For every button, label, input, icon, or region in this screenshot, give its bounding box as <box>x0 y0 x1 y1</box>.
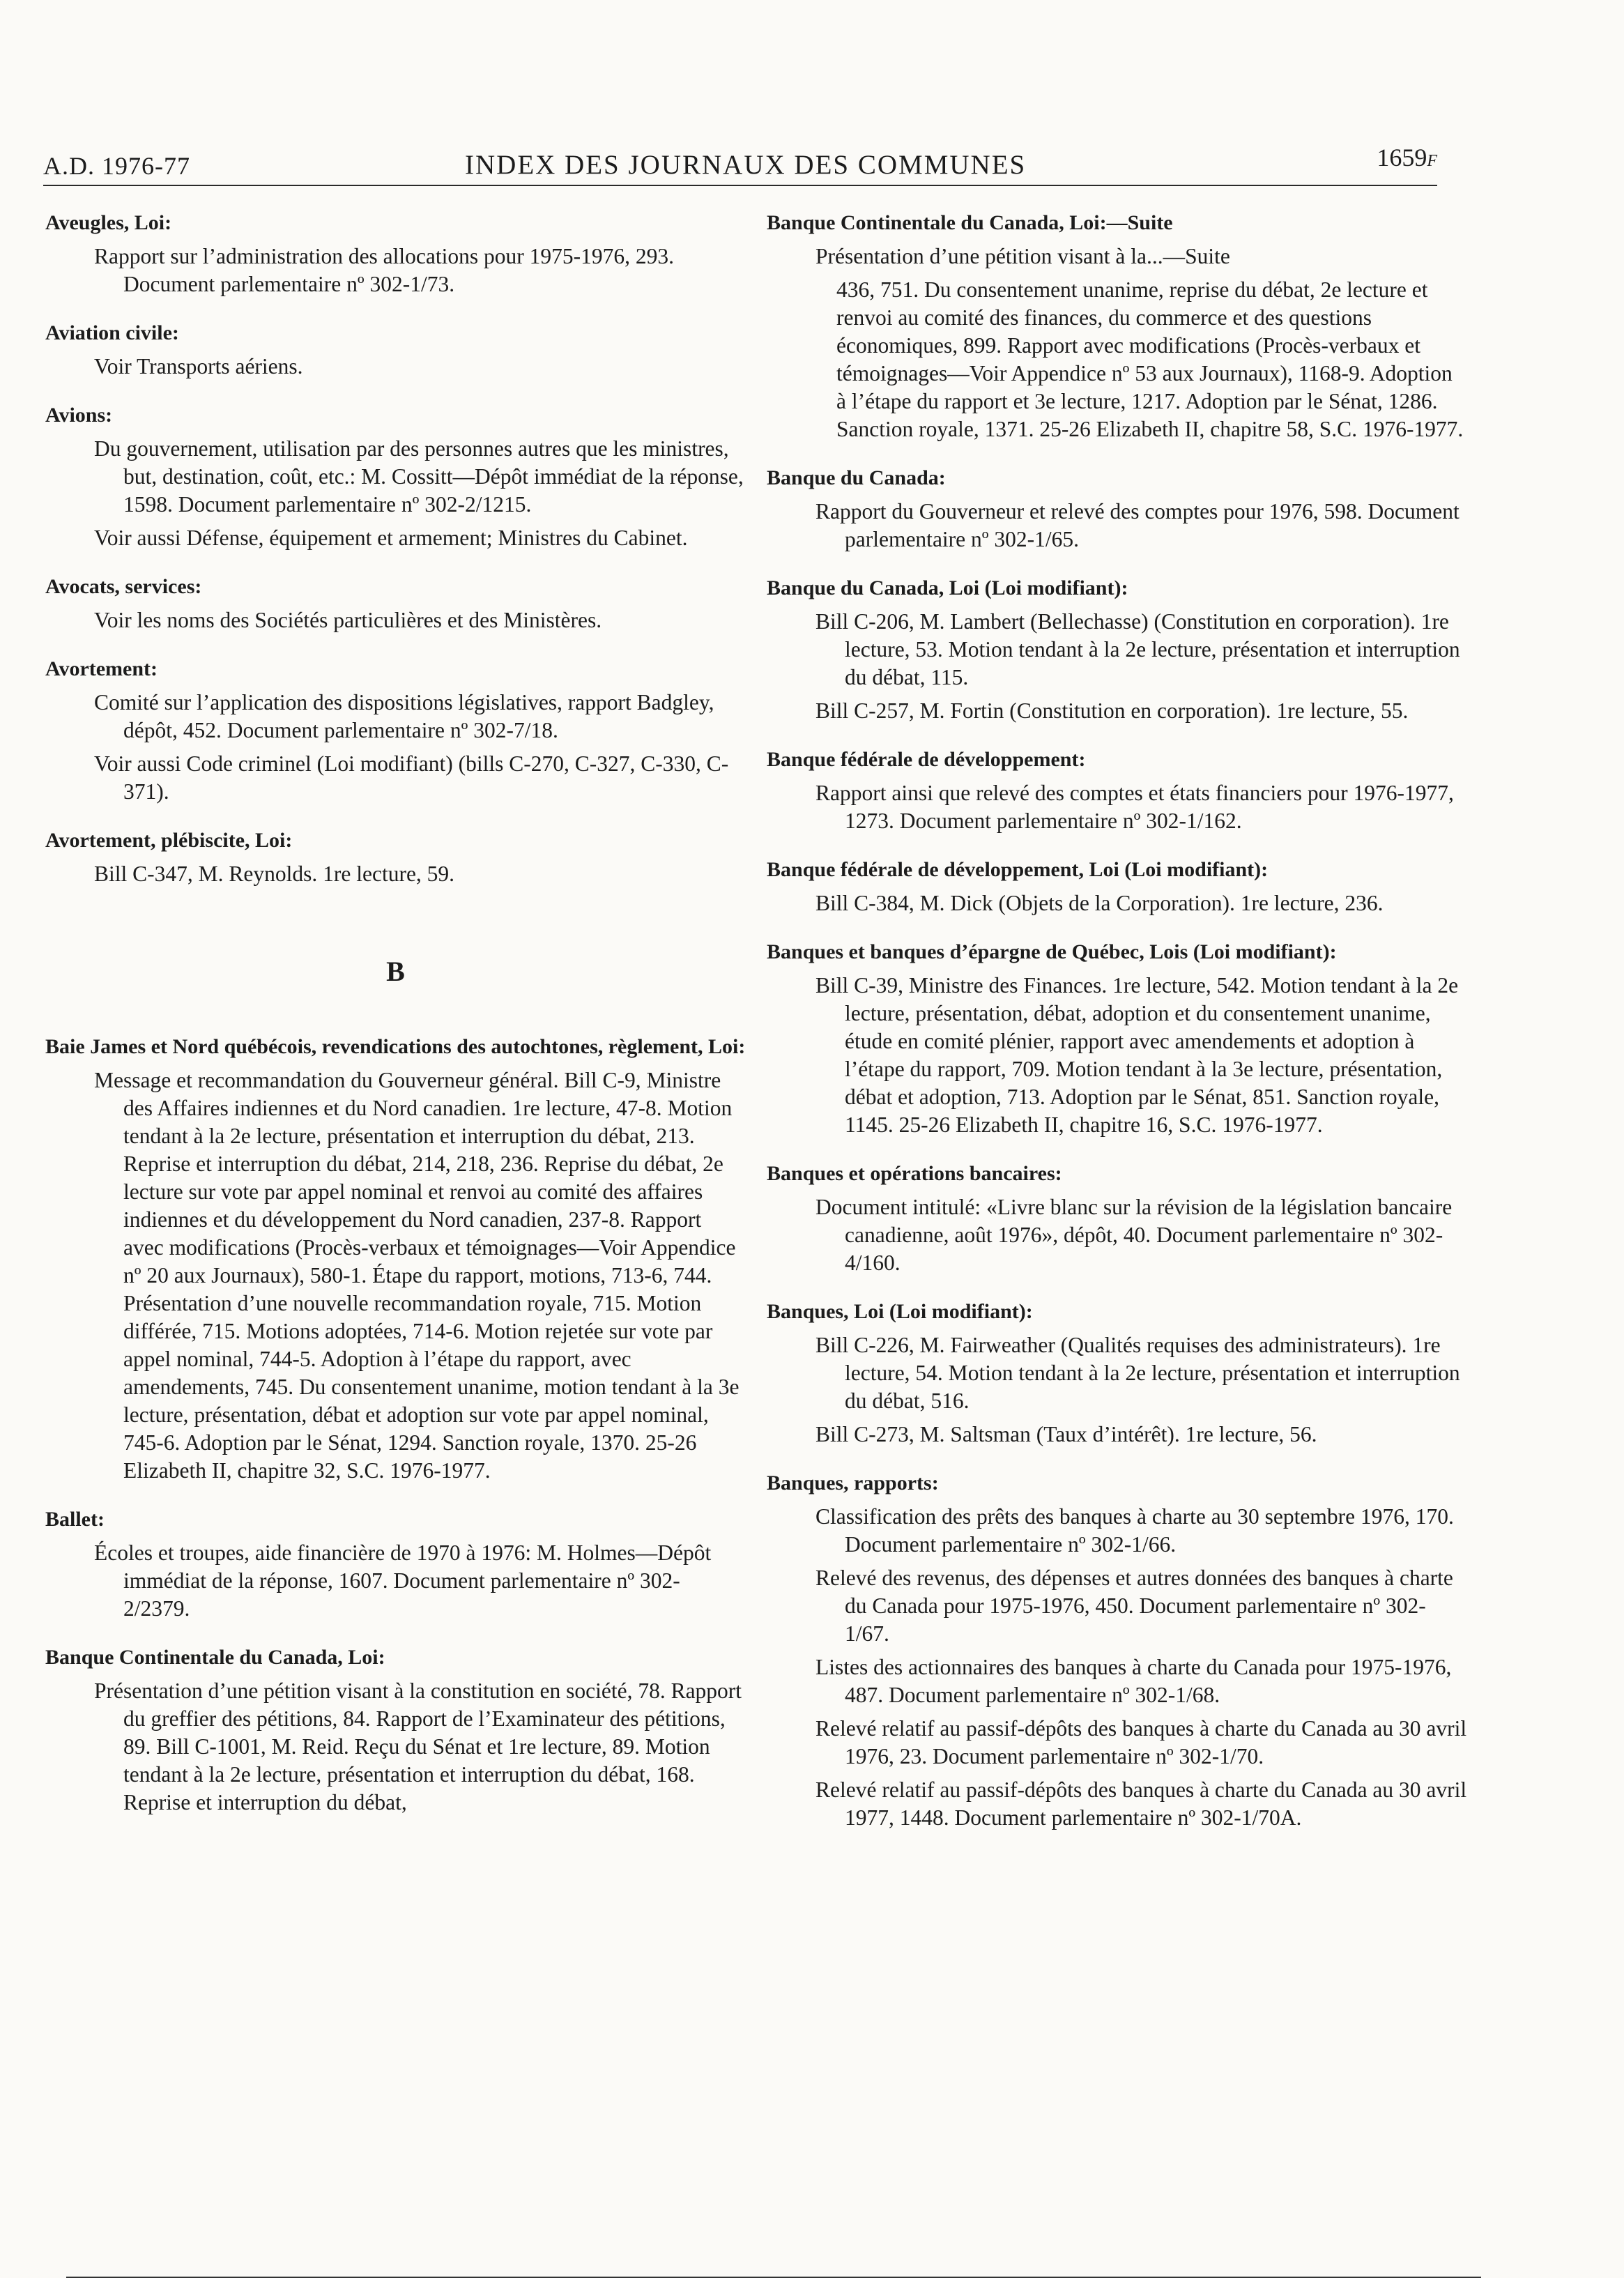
index-entry <box>767 464 1467 553</box>
entry-subentry: Du gouvernement, utilisation par des personnes autres que les ministres, but, destination, coût, etc.: M. Cossitt—Dépôt immédiat de la réponse, 1598. Document parlementaire nº 302-2/1215. <box>94 436 744 517</box>
index-entry <box>45 209 746 298</box>
entry-subentry: Bill C-206, M. Lambert (Bellechasse) (Constitution en corporation). 1re lecture, 53. Motion tendant à la 2e lecture, présentation et interruption du débat, 115. <box>815 609 1460 689</box>
entry-heading: Baie James et Nord québécois, revendications des autochtones, règlement, Loi: <box>45 1035 746 1058</box>
entry-subentry: Listes des actionnaires des banques à charte du Canada pour 1975-1976, 487. Document parlementaire nº 302-1/68. <box>815 1655 1452 1707</box>
entry-subentry: Bill C-384, M. Dick (Objets de la Corporation). 1re lecture, 236. <box>815 891 1384 915</box>
entry-heading: Banque Continentale du Canada, Loi: <box>45 1646 385 1669</box>
index-entry <box>45 573 746 634</box>
entry-subentry: Bill C-39, Ministre des Finances. 1re lecture, 542. Motion tendant à la 2e lecture, présentation, débat, adoption et du consentement unanime, étude en comité plénier, rapport avec amendements et adoption à l’étape du rapport, 709. Motion tendant à la 3e lecture, présentation, débat et adoption, 713. Adoption par le Sénat, 851. Sanction royale, 1145. 25-26 Elizabeth II, chapitre 16, S.C. 1976-1977. <box>815 973 1459 1137</box>
entry-subentry: Voir Transports aériens. <box>94 354 303 379</box>
index-entry <box>767 1469 1467 1832</box>
entry-heading: Avions: <box>45 404 113 427</box>
entry-heading: Avocats, services: <box>45 575 202 598</box>
index-entry <box>767 574 1467 725</box>
entry-subentry: Relevé relatif au passif-dépôts des banques à charte du Canada au 30 avril 1977, 1448. Document parlementaire nº 302-1/70A. <box>815 1778 1467 1830</box>
left-column <box>45 209 746 1837</box>
entry-subentry: Bill C-226, M. Fairweather (Qualités requises des administrateurs). 1re lecture, 54. Motion tendant à la 2e lecture, présentation et interruption du débat, 516. <box>815 1333 1460 1413</box>
index-entry <box>45 827 746 888</box>
entry-subentry: Comité sur l’application des dispositions législatives, rapport Badgley, dépôt, 452. Document parlementaire nº 302-7/18. <box>94 690 714 742</box>
entry-subentry: Voir aussi Code criminel (Loi modifiant) (bills C-270, C-327, C-330, C-371). <box>94 751 729 804</box>
entry-subentry: Rapport du Gouverneur et relevé des comptes pour 1976, 598. Document parlementaire nº 302-1/65. <box>815 499 1460 551</box>
right-column <box>767 209 1467 1853</box>
entry-subentry: Relevé relatif au passif-dépôts des banques à charte du Canada au 30 avril 1976, 23. Document parlementaire nº 302-1/70. <box>815 1716 1467 1768</box>
entry-subentry: Bill C-257, M. Fortin (Constitution en corporation). 1re lecture, 55. <box>815 698 1409 723</box>
index-entry <box>45 402 746 552</box>
entry-heading: Banque du Canada: <box>767 466 946 489</box>
entry-heading: Ballet: <box>45 1508 105 1531</box>
entry-subentry: Relevé des revenus, des dépenses et autres données des banques à charte du Canada pour 1975-1976, 450. Document parlementaire nº 302-1/67. <box>815 1566 1453 1646</box>
entry-subentry: Bill C-273, M. Saltsman (Taux d’intérêt). 1re lecture, 56. <box>815 1422 1317 1446</box>
entry-heading: Banque du Canada, Loi (Loi modifiant): <box>767 576 1128 599</box>
page-number: 1659F <box>1377 144 1437 171</box>
index-entry <box>45 1506 746 1623</box>
index-entry <box>767 746 1467 835</box>
entry-heading: Banque Continentale du Canada, Loi:—Suite <box>767 211 1173 234</box>
entry-heading: Banques, rapports: <box>767 1471 939 1495</box>
entry-subentry: Présentation d’une pétition visant à la constitution en société, 78. Rapport du greffier des pétitions, 84. Rapport de l’Examinateur des pétitions, 89. Bill C-1001, M. Reid. Reçu du Sénat et 1re lecture, 89. Motion tendant à la 2e lecture, présentation et interruption du débat, 168. Reprise et interruption du débat, <box>94 1679 742 1814</box>
entry-heading: Banques et banques d’épargne de Québec, Lois (Loi modifiant): <box>767 940 1337 963</box>
entry-heading: Banques, Loi (Loi modifiant): <box>767 1300 1033 1323</box>
index-entry <box>45 1033 746 1485</box>
index-entry <box>767 209 1467 443</box>
entry-heading: Aviation civile: <box>45 321 179 344</box>
entry-subentry: Bill C-347, M. Reynolds. 1re lecture, 59. <box>94 862 455 886</box>
entry-subentry: Document intitulé: «Livre blanc sur la révision de la législation bancaire canadienne, août 1976», dépôt, 40. Document parlementaire nº 302-4/160. <box>815 1195 1453 1275</box>
index-entry <box>45 319 746 381</box>
entry-heading: Banque fédérale de développement, Loi (Loi modifiant): <box>767 858 1269 881</box>
entry-heading: Avortement: <box>45 657 158 680</box>
entry-subentry: Rapport sur l’administration des allocations pour 1975-1976, 293. Document parlementaire nº 302-1/73. <box>94 244 674 296</box>
index-entry <box>45 1644 746 1817</box>
entry-subentry: Écoles et troupes, aide financière de 1970 à 1976: M. Holmes—Dépôt immédiat de la réponse, 1607. Document parlementaire nº 302-2/2379. <box>94 1541 712 1621</box>
entry-subentry: Message et recommandation du Gouverneur général. Bill C-9, Ministre des Affaires indiennes et du Nord canadien. 1re lecture, 47-8. Motion tendant à la 2e lecture, présentation et interruption du débat, 213. Reprise et interruption du débat, 214, 218, 236. Reprise du débat, 2e lecture sur vote par appel nominal et renvoi au comité des affaires indiennes et du développement du Nord canadien, 237-8. Rapport avec modifications (Procès-verbaux et témoignages—Voir Appendice nº 20 aux Journaux), 580-1. Étape du rapport, motions, 713-6, 744. Présentation d’une nouvelle recommandation royale, 715. Motion différée, 715. Motions adoptées, 714-6. Motion rejetée sur vote par appel nominal, 744-5. Adoption à l’étape du rapport, avec amendements, 745. Du consentement unanime, motion tendant à la 3e lecture, présentation, débat et adoption sur vote par appel nominal, 745-6. Adoption par le Sénat, 1294. Sanction royale, 1370. 25-26 Elizabeth II, chapitre 32, S.C. 1976-1977. <box>94 1068 740 1483</box>
entry-heading: Avortement, plébiscite, Loi: <box>45 829 293 852</box>
index-entry <box>767 1160 1467 1277</box>
entry-subentry: Présentation d’une pétition visant à la...—Suite <box>815 244 1230 268</box>
entry-continuation: 436, 751. Du consentement unanime, reprise du débat, 2e lecture et renvoi au comité des finances, du commerce et des questions économiques, 899. Rapport avec modifications (Procès-verbaux et témoignages—Voir Appendice nº 53 aux Journaux), 1168-9. Adoption à l’étape du rapport et 3e lecture, 1217. Adoption par le Sénat, 1286. Sanction royale, 1371. 25-26 Elizabeth II, chapitre 58, S.C. 1976-1977. <box>836 277 1464 441</box>
header-title: INDEX DES JOURNAUX DES COMMUNES <box>465 150 1027 180</box>
entry-heading: Aveugles, Loi: <box>45 211 172 234</box>
header-year: A.D. 1976-77 <box>43 152 190 180</box>
index-entry <box>45 655 746 806</box>
entry-subentry: Rapport ainsi que relevé des comptes et états financiers pour 1976-1977, 1273. Document parlementaire nº 302-1/162. <box>815 781 1454 833</box>
section-letter: B <box>386 956 405 987</box>
running-header <box>43 143 1437 186</box>
entry-heading: Banques et opérations bancaires: <box>767 1162 1062 1185</box>
entry-subentry: Voir les noms des Sociétés particulières et des Ministères. <box>94 608 602 632</box>
entry-subentry: Voir aussi Défense, équipement et armement; Ministres du Cabinet. <box>94 526 688 550</box>
index-entry <box>767 856 1467 917</box>
index-entry <box>767 938 1467 1139</box>
index-entry <box>767 1298 1467 1448</box>
entry-heading: Banque fédérale de développement: <box>767 748 1086 771</box>
entry-subentry: Classification des prêts des banques à charte au 30 septembre 1976, 170. Document parlementaire nº 302-1/66. <box>815 1504 1454 1557</box>
